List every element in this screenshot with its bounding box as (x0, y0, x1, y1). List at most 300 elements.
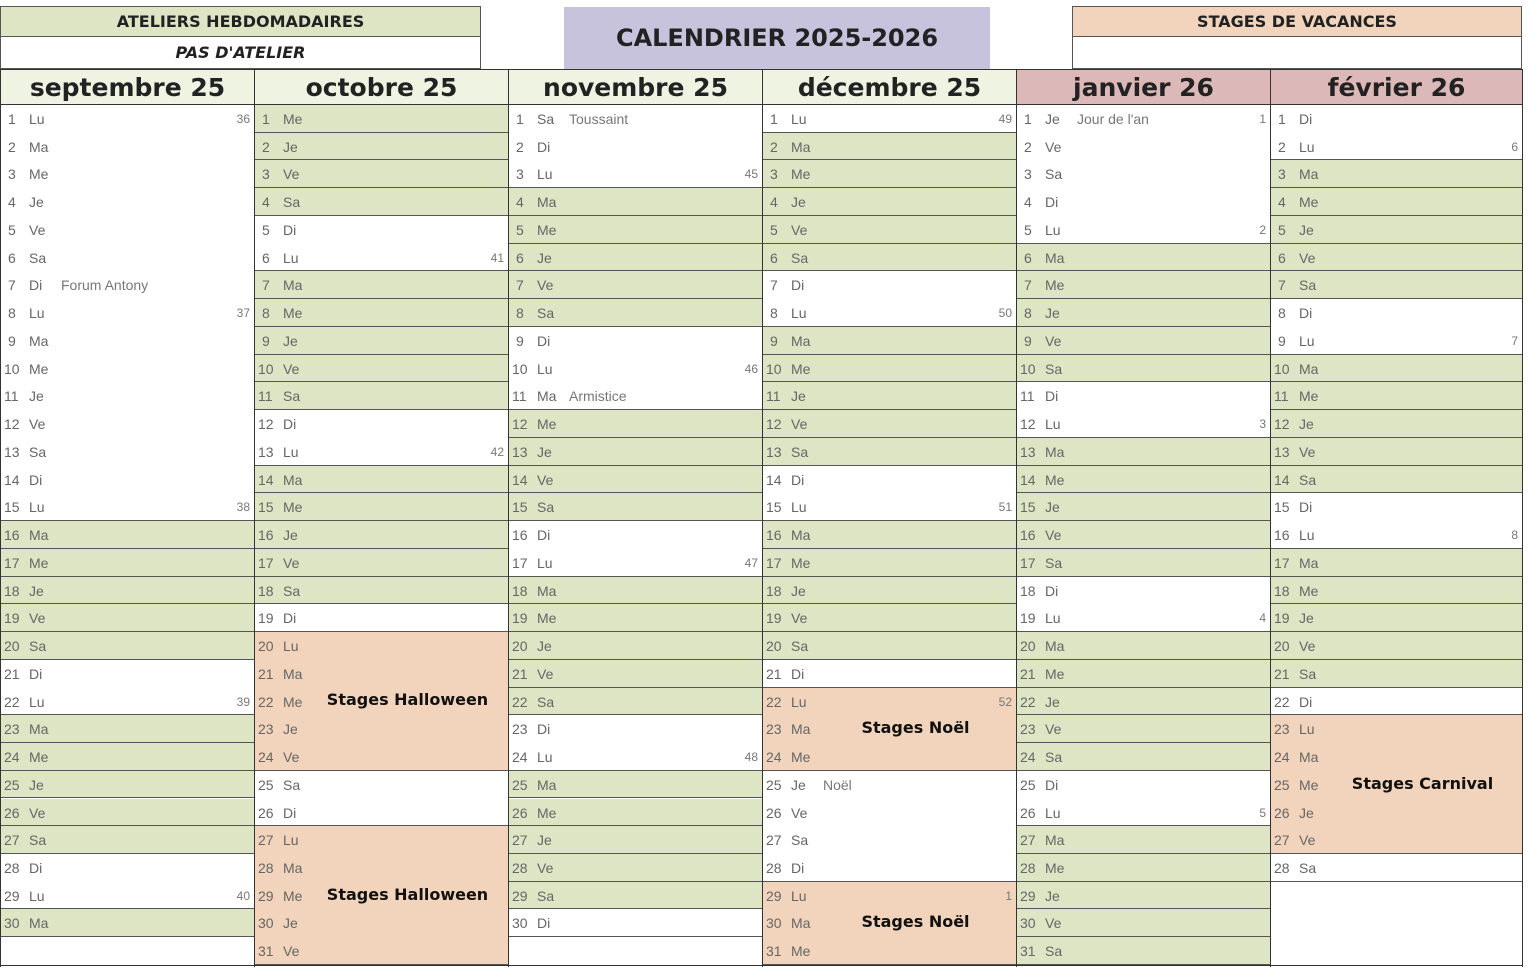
day-row (1271, 299, 1522, 327)
holiday-label: Forum Antony (61, 277, 149, 294)
day-number: 6 (8, 249, 16, 266)
weekday-abbr: Lu (537, 166, 553, 183)
day-number: 10 (766, 360, 782, 377)
weekday-abbr: Di (791, 665, 805, 682)
day-number: 17 (1020, 554, 1036, 571)
day-row (1, 382, 254, 410)
day-row (1, 882, 254, 910)
weekday-abbr: Sa (283, 582, 301, 599)
day-row (509, 188, 762, 216)
day-number: 6 (1278, 249, 1286, 266)
weekday-abbr: Lu (791, 887, 807, 904)
weekday-abbr: Ma (29, 527, 49, 544)
weekday-abbr: Me (29, 554, 49, 571)
weekday-abbr: Sa (1299, 665, 1317, 682)
day-row (1017, 549, 1270, 577)
day-number: 13 (1020, 443, 1036, 460)
day-number: 7 (770, 277, 778, 294)
weekday-abbr: Je (29, 194, 44, 211)
day-row (763, 105, 1016, 133)
day-row (509, 355, 762, 383)
day-number: 12 (258, 416, 274, 433)
day-number: 26 (512, 804, 528, 821)
weekday-abbr: Je (29, 582, 44, 599)
weekday-abbr: Lu (29, 305, 45, 322)
stage-label: Stages Noël (861, 912, 970, 932)
weekday-abbr: Ve (283, 360, 300, 377)
weekday-abbr: Sa (1299, 471, 1317, 488)
weekday-abbr: Di (537, 332, 551, 349)
weekday-abbr: Je (283, 332, 298, 349)
day-row (1271, 271, 1522, 299)
day-number: 17 (512, 554, 528, 571)
day-row (1271, 493, 1522, 521)
day-row (509, 743, 762, 771)
month-header: décembre 25 (763, 69, 1016, 105)
month-column (1016, 69, 1270, 967)
week-number: 46 (744, 361, 758, 376)
day-row (1017, 882, 1270, 910)
month-header: février 26 (1271, 69, 1522, 105)
weekday-abbr: Je (1045, 499, 1060, 516)
day-number: 12 (1274, 416, 1290, 433)
weekday-abbr: Ma (283, 859, 303, 876)
weekday-abbr: Ma (1045, 832, 1065, 849)
day-number: 29 (258, 887, 274, 904)
day-row (509, 521, 762, 549)
week-number: 1 (1005, 888, 1012, 903)
day-number: 11 (4, 388, 19, 405)
day-row (1271, 688, 1522, 716)
day-row (763, 410, 1016, 438)
weekday-abbr: Lu (1045, 221, 1061, 238)
day-number: 24 (766, 749, 782, 766)
weekday-abbr: Sa (1299, 859, 1317, 876)
day-number: 11 (1274, 388, 1289, 405)
day-row (255, 327, 508, 355)
day-number: 10 (4, 360, 20, 377)
day-row (255, 188, 508, 216)
day-number: 16 (512, 527, 528, 544)
day-row (1271, 632, 1522, 660)
day-number: 23 (4, 721, 20, 738)
day-row (255, 299, 508, 327)
day-number: 26 (1274, 804, 1290, 821)
day-number: 27 (512, 832, 528, 849)
page-title: CALENDRIER 2025-2026 (564, 7, 990, 69)
day-row (1, 493, 254, 521)
day-number: 6 (262, 249, 270, 266)
day-row (1017, 382, 1270, 410)
day-number: 18 (4, 582, 20, 599)
day-row (1017, 327, 1270, 355)
day-row (509, 244, 762, 272)
day-row (1, 854, 254, 882)
stage-label: Stages Carnival (1351, 773, 1494, 793)
stage-label: Stages Noël (861, 718, 970, 738)
day-row (1, 660, 254, 688)
day-number: 6 (770, 249, 778, 266)
weekday-abbr: Ve (29, 804, 46, 821)
day-number: 3 (8, 166, 16, 183)
weekday-abbr: Me (1299, 388, 1319, 405)
weekday-abbr: Je (1299, 416, 1314, 433)
day-row (255, 743, 508, 771)
day-number: 13 (4, 443, 20, 460)
day-number: 7 (262, 277, 270, 294)
day-row (1017, 715, 1270, 743)
weekday-abbr: Ve (1299, 249, 1316, 266)
day-row (509, 882, 762, 910)
day-number: 18 (766, 582, 782, 599)
day-number: 15 (258, 499, 274, 516)
day-number: 4 (262, 194, 270, 211)
weekday-abbr: Ma (537, 194, 557, 211)
weekday-abbr: Je (791, 776, 806, 793)
day-row (1271, 604, 1522, 632)
day-number: 19 (766, 610, 782, 627)
day-number: 22 (4, 693, 20, 710)
weekday-abbr: Me (537, 610, 557, 627)
day-number: 17 (1274, 554, 1290, 571)
day-number: 16 (1274, 527, 1290, 544)
weekday-abbr: Sa (791, 638, 809, 655)
day-row (1271, 382, 1522, 410)
day-number: 28 (512, 859, 528, 876)
weekday-abbr: Lu (537, 360, 553, 377)
day-number: 20 (512, 638, 528, 655)
day-number: 8 (770, 305, 778, 322)
day-number: 19 (1020, 610, 1036, 627)
stage-label: Stages Halloween (326, 690, 489, 710)
day-number: 5 (516, 221, 524, 238)
column-bottom-rule (509, 965, 762, 966)
day-row (1271, 743, 1522, 771)
weekday-abbr: Ma (791, 721, 811, 738)
day-number: 16 (766, 527, 782, 544)
day-row (1, 688, 254, 716)
week-number: 49 (998, 112, 1012, 126)
day-number: 22 (258, 693, 274, 710)
day-row (255, 660, 508, 688)
weekday-abbr: Ma (29, 332, 49, 349)
week-number: 8 (1511, 528, 1518, 543)
day-number: 8 (1024, 305, 1032, 322)
day-number: 2 (1278, 138, 1286, 155)
weekday-abbr: Me (29, 749, 49, 766)
day-row (1017, 771, 1270, 799)
weekday-abbr: Di (283, 610, 297, 627)
day-number: 22 (1274, 693, 1290, 710)
weekday-abbr: Di (1299, 111, 1313, 127)
day-number: 21 (766, 665, 782, 682)
day-number: 24 (1274, 749, 1290, 766)
day-row (1, 105, 254, 133)
legend-holiday-swatch (1072, 36, 1522, 69)
weekday-abbr: Je (1299, 610, 1314, 627)
weekday-abbr: Ma (791, 527, 811, 544)
weekday-abbr: Ve (283, 749, 300, 766)
day-row (509, 549, 762, 577)
day-number: 17 (766, 554, 782, 571)
day-row (1271, 715, 1522, 743)
weekday-abbr: Sa (791, 249, 809, 266)
week-number: 42 (490, 444, 504, 459)
day-number: 30 (512, 915, 528, 932)
day-row (1271, 410, 1522, 438)
weekday-abbr: Di (1045, 582, 1059, 599)
day-row (763, 799, 1016, 827)
weekday-abbr: Ma (1299, 360, 1319, 377)
holiday-label: Jour de l'an (1077, 111, 1149, 127)
week-number: 39 (236, 694, 250, 709)
day-number: 28 (1274, 859, 1290, 876)
weekday-abbr: Lu (283, 832, 299, 849)
day-row (509, 466, 762, 494)
weekday-abbr: Me (1045, 859, 1065, 876)
day-row (1, 133, 254, 161)
month-header: septembre 25 (1, 69, 254, 105)
day-number: 25 (258, 776, 274, 793)
weekday-abbr: Me (791, 749, 811, 766)
day-number: 29 (4, 887, 20, 904)
week-number: 5 (1259, 805, 1266, 820)
day-number: 3 (1278, 166, 1286, 183)
day-number: 31 (766, 943, 782, 960)
day-row (763, 521, 1016, 549)
weekday-abbr: Lu (1299, 721, 1315, 738)
day-number: 5 (1024, 221, 1032, 238)
day-row (1017, 493, 1270, 521)
weekday-abbr: Ve (791, 416, 808, 433)
day-number: 23 (1274, 721, 1290, 738)
weekday-abbr: Di (537, 721, 551, 738)
weekday-abbr: Ve (1045, 332, 1062, 349)
day-row (509, 438, 762, 466)
day-number: 28 (1020, 859, 1036, 876)
weekday-abbr: Ma (29, 721, 49, 738)
weekday-abbr: Lu (29, 111, 45, 127)
day-number: 8 (8, 305, 16, 322)
day-row (763, 382, 1016, 410)
day-row (763, 299, 1016, 327)
weekday-abbr: Je (1045, 693, 1060, 710)
week-number: 7 (1511, 333, 1518, 348)
day-row (509, 382, 762, 410)
day-number: 9 (1024, 332, 1032, 349)
day-number: 27 (766, 832, 782, 849)
week-number: 50 (998, 306, 1012, 321)
weekday-abbr: Lu (29, 499, 45, 516)
day-row (1017, 438, 1270, 466)
day-number: 9 (770, 332, 778, 349)
day-number: 16 (4, 527, 20, 544)
week-number: 1 (1259, 112, 1266, 126)
weekday-abbr: Sa (29, 249, 47, 266)
day-number: 10 (1274, 360, 1290, 377)
day-row (1271, 521, 1522, 549)
day-number: 11 (1020, 388, 1035, 405)
weekday-abbr: Sa (1045, 360, 1063, 377)
day-row (1, 410, 254, 438)
day-row (255, 410, 508, 438)
day-number: 14 (4, 471, 20, 488)
day-number: 24 (4, 749, 20, 766)
day-number: 18 (1274, 582, 1290, 599)
weekday-abbr: Me (1045, 277, 1065, 294)
day-row (1271, 854, 1522, 882)
day-row (509, 660, 762, 688)
day-row (1, 743, 254, 771)
day-row (509, 688, 762, 716)
weekday-abbr: Lu (537, 554, 553, 571)
day-number: 21 (258, 665, 274, 682)
day-row (1017, 577, 1270, 605)
weekday-abbr: Me (283, 305, 303, 322)
day-number: 9 (262, 332, 270, 349)
day-row (1, 160, 254, 188)
week-number: 6 (1511, 139, 1518, 154)
day-row (1, 271, 254, 299)
weekday-abbr: Me (1299, 194, 1319, 211)
day-number: 8 (1278, 305, 1286, 322)
day-row (763, 660, 1016, 688)
day-number: 15 (766, 499, 782, 516)
day-row (763, 493, 1016, 521)
day-row (255, 493, 508, 521)
week-number: 52 (998, 694, 1012, 709)
weekday-abbr: Je (29, 776, 44, 793)
weekday-abbr: Me (1045, 471, 1065, 488)
day-number: 3 (770, 166, 778, 183)
weekday-abbr: Je (537, 443, 552, 460)
weekday-abbr: Lu (1299, 138, 1315, 155)
day-number: 13 (258, 443, 274, 460)
weekday-abbr: Di (29, 277, 43, 294)
day-row (509, 632, 762, 660)
day-row (763, 854, 1016, 882)
weekday-abbr: Je (1045, 887, 1060, 904)
day-number: 30 (766, 915, 782, 932)
day-row (255, 549, 508, 577)
weekday-abbr: Sa (537, 693, 555, 710)
weekday-abbr: Lu (1045, 804, 1061, 821)
weekday-abbr: Je (1299, 221, 1314, 238)
day-number: 31 (258, 943, 274, 960)
day-row (509, 216, 762, 244)
day-number: 10 (512, 360, 528, 377)
day-number: 24 (1020, 749, 1036, 766)
day-row (1, 715, 254, 743)
day-number: 14 (766, 471, 782, 488)
day-row (1017, 105, 1270, 133)
day-number: 24 (512, 749, 528, 766)
day-number: 22 (766, 693, 782, 710)
day-row (1271, 826, 1522, 854)
day-number: 27 (1020, 832, 1036, 849)
day-number: 7 (1024, 277, 1032, 294)
weekday-abbr: Sa (29, 638, 47, 655)
day-row (1, 216, 254, 244)
day-row (1, 327, 254, 355)
day-row (1271, 216, 1522, 244)
day-number: 27 (4, 832, 20, 849)
day-row (1271, 660, 1522, 688)
weekday-abbr: Ve (1299, 832, 1316, 849)
day-row (1271, 244, 1522, 272)
day-number: 30 (1020, 915, 1036, 932)
weekday-abbr: Me (29, 166, 49, 183)
column-bottom-rule (1017, 965, 1270, 966)
weekday-abbr: Ve (537, 277, 554, 294)
day-number: 22 (512, 693, 528, 710)
day-row (255, 577, 508, 605)
weekday-abbr: Je (537, 249, 552, 266)
day-number: 25 (512, 776, 528, 793)
day-row (1271, 160, 1522, 188)
weekday-abbr: Me (283, 499, 303, 516)
day-row (1017, 466, 1270, 494)
day-row (1017, 660, 1270, 688)
weekday-abbr: Ve (791, 221, 808, 238)
day-row (255, 715, 508, 743)
weekday-abbr: Sa (791, 443, 809, 460)
day-number: 25 (4, 776, 20, 793)
day-row (1017, 133, 1270, 161)
day-row (1, 604, 254, 632)
weekday-abbr: Sa (283, 776, 301, 793)
day-number: 19 (1274, 610, 1290, 627)
weekday-abbr: Je (1045, 305, 1060, 322)
weekday-abbr: Je (1299, 804, 1314, 821)
day-number: 15 (512, 499, 528, 516)
day-number: 28 (258, 859, 274, 876)
day-row (1, 299, 254, 327)
weekday-abbr: Di (1299, 693, 1313, 710)
weekday-abbr: Me (1045, 665, 1065, 682)
weekday-abbr: Sa (1045, 943, 1063, 960)
month-column (0, 69, 254, 967)
week-number: 38 (236, 500, 250, 515)
day-row (1, 355, 254, 383)
weekday-abbr: Ve (1299, 443, 1316, 460)
day-number: 5 (1278, 221, 1286, 238)
day-row (763, 160, 1016, 188)
day-row (509, 771, 762, 799)
day-number: 25 (1020, 776, 1036, 793)
day-row (255, 382, 508, 410)
day-number: 14 (1274, 471, 1290, 488)
day-row (1017, 743, 1270, 771)
weekday-abbr: Ve (1299, 638, 1316, 655)
day-number: 1 (262, 111, 270, 127)
weekday-abbr: Lu (791, 111, 807, 127)
day-row (763, 549, 1016, 577)
day-number: 10 (258, 360, 274, 377)
weekday-abbr: Sa (537, 305, 555, 322)
day-number: 2 (770, 138, 778, 155)
weekday-abbr: Di (537, 138, 551, 155)
weekday-abbr: Sa (283, 194, 301, 211)
calendar-grid (0, 69, 1523, 967)
weekday-abbr: Lu (791, 499, 807, 516)
weekday-abbr: Sa (537, 887, 555, 904)
legend-holiday-title: STAGES DE VACANCES (1072, 6, 1522, 37)
day-row (763, 438, 1016, 466)
day-number: 25 (766, 776, 782, 793)
day-row (1017, 854, 1270, 882)
day-number: 20 (4, 638, 20, 655)
